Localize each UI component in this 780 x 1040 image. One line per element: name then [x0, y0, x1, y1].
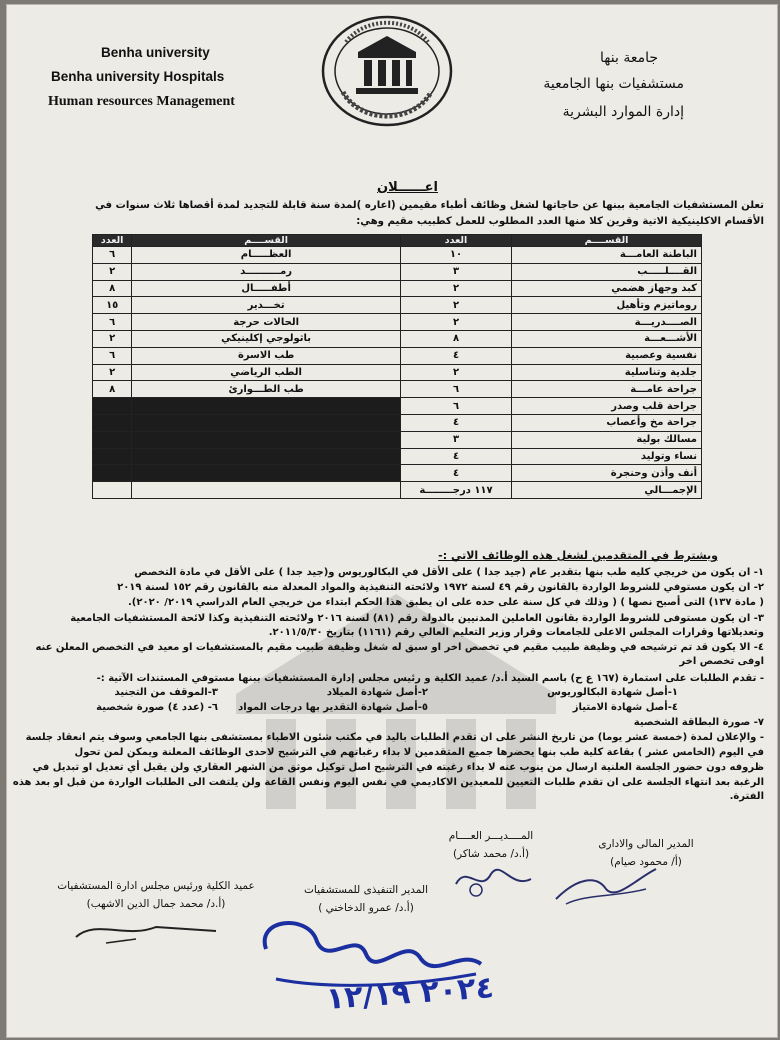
- table-cell-dept-a: نفسية وعصبية: [512, 347, 702, 364]
- requirement-line: ( مادة ١٣٧) التى أصبح نصها ) ( وذلك في كل سنة على حده على ان يطبق هذا الحكم ابتداء من خريجي العام الدراسي ٢٠١٩/ ٢٠٢٠).: [128, 597, 764, 608]
- requirement-line: ٤-أصل شهادة الامتياز: [572, 702, 678, 713]
- table-cell-dept-a: جلدية وتناسلية: [512, 364, 702, 381]
- table-cell-dept-b: [132, 431, 401, 448]
- table-cell-dept-b: [132, 482, 401, 499]
- table-cell-dept-a: الإجمـــالي: [512, 482, 702, 499]
- table-cell-dept-b: طب الطـــوارئ: [132, 381, 401, 398]
- table-cell-count-b: ١٥: [93, 297, 132, 314]
- header-ar-line-1: جامعة بنها: [600, 50, 658, 66]
- handwritten-signature-financial: [546, 859, 666, 909]
- table-cell-dept-a: أنف وأذن وحنجرة: [512, 465, 702, 482]
- handwritten-signature-general: [446, 854, 546, 904]
- signature-financial-name: (أ/ محمود صيام): [610, 856, 682, 868]
- table-cell-count-b: ٦: [93, 247, 132, 264]
- signature-exec-title: المدير التنفيذى للمستشفيات: [304, 884, 428, 896]
- requirement-line: ٦- (عدد ٤) صورة شخصية: [96, 702, 218, 713]
- table-cell-dept-a: جراحة عامـــة: [512, 381, 702, 398]
- table-cell-dept-a: الأشـــعـــة: [512, 330, 702, 347]
- header-en-line-2: Benha university Hospitals: [51, 69, 225, 84]
- requirement-line: الفترة.: [729, 791, 764, 802]
- table-body: [93, 247, 702, 499]
- handwritten-signature-dean: [66, 909, 226, 949]
- table-cell-count-a: ٦: [400, 381, 511, 398]
- table-cell-count-a: ٢: [400, 280, 511, 297]
- table-cell-dept-b: أطفـــــال: [132, 280, 401, 297]
- table-cell-dept-a: جراحة مخ وأعصاب: [512, 414, 702, 431]
- header-ar-line-3: إدارة الموارد البشرية: [562, 104, 684, 120]
- table-row: [93, 364, 702, 381]
- table-row: [93, 247, 702, 264]
- table-cell-count-a: ٨: [400, 330, 511, 347]
- requirement-line: ٢- ان يكون مستوفي للشروط الواردة بالقانون رقم ٤٩ لسنة ١٩٧٢ ولائحته التنفيذية والمواد المعدلة منه بالقانون رقم ١٥٢ لسنة ٢٠١٩: [117, 582, 764, 593]
- table-cell-count-a: ٢: [400, 297, 511, 314]
- table-cell-dept-a: جراحة قلب وصدر: [512, 398, 702, 415]
- table-cell-count-a: ٦: [400, 398, 511, 415]
- table-cell-count-a: ٢: [400, 314, 511, 331]
- table-cell-count-a: ٤: [400, 465, 511, 482]
- table-cell-count-b: [93, 414, 132, 431]
- table-cell-dept-a: مسالك بولية: [512, 431, 702, 448]
- table-cell-dept-b: الحالات حرجة: [132, 314, 401, 331]
- header-ar-line-2: مستشفيات بنها الجامعية: [543, 76, 684, 92]
- table-cell-count-a: ٢: [400, 364, 511, 381]
- signature-general-name: (أ.د/ محمد شاكر): [452, 848, 530, 860]
- table-cell-dept-a: كبد وجهاز هضمي: [512, 280, 702, 297]
- table-row: [93, 330, 702, 347]
- table-cell-dept-b: باثولوجي إكلينيكي: [132, 330, 401, 347]
- table-cell-dept-b: [132, 448, 401, 465]
- table-cell-count-b: ٨: [93, 280, 132, 297]
- table-cell-dept-b: [132, 465, 401, 482]
- table-row: [93, 431, 702, 448]
- requirement-line: وتعديلاتها وقرارات المجلس الاعلى للجامعات وقرار وزير التعليم العالي رقم (١١٦١) بتاريخ ٢٠١١/٥/٣٠.: [268, 627, 764, 638]
- header-count-a: العدد: [400, 235, 511, 247]
- table-cell-dept-b: تخـــدير: [132, 297, 401, 314]
- requirement-line: ٢-أصل شهادة الميلاد: [326, 687, 428, 698]
- table-row: [93, 381, 702, 398]
- table-cell-count-a: ١١٧ درجــــــــة: [400, 482, 511, 499]
- departments-table: [92, 234, 702, 499]
- intro-line-2: الأقسام الاكلينيكية الاتية وقرين كلا منها العدد المطلوب للعمل كطبيب مقيم وهي:: [356, 216, 764, 227]
- table-cell-count-b: [93, 398, 132, 415]
- requirement-line: ظروفه دون حضور الجلسة العلنية ارسال من ينوب عنه لا بداء رغبته في الترشيح اصل توكيل موثق من الشهر العقاري ولن يقبل أي تعديل او تبديل في: [32, 762, 764, 773]
- table-cell-dept-b: طب الاسرة: [132, 347, 401, 364]
- table-cell-count-a: ٣: [400, 263, 511, 280]
- table-cell-count-a: ٤: [400, 347, 511, 364]
- requirement-line: ٥-أصل شهادة التقدير بها درجات المواد: [238, 702, 428, 713]
- table-cell-dept-a: الباطنة العامـــة: [512, 247, 702, 264]
- table-cell-count-b: [93, 448, 132, 465]
- requirement-line: اوفى تخصص اخر: [679, 656, 764, 667]
- table-row: [93, 280, 702, 297]
- table-row: [93, 263, 702, 280]
- table-cell-dept-b: الطب الرياضي: [132, 364, 401, 381]
- requirement-line: ٣-الموقف من التجنيد: [114, 687, 218, 698]
- document-page: [6, 4, 778, 1038]
- requirement-line: الرغبة بعد انتهاء الجلسة على ان تقدم طلبات التعيين للمعيدين الاكاديمي في نفس اليوم ونفس القاعة ولن يلتفت الى الطلبات الواردة من قبل او بعد هذه: [12, 777, 764, 788]
- table-cell-dept-b: [132, 414, 401, 431]
- announcement-title: اعــــــلان: [377, 180, 438, 195]
- requirement-line: ١-أصل شهادة البكالوريوس: [547, 687, 678, 698]
- table-cell-dept-b: العظـــــام: [132, 247, 401, 264]
- hospital-seal-logo: [318, 12, 456, 130]
- requirements-title: ويشترط في المتقدمين لشغل هذه الوظائف الاتي :-: [438, 549, 718, 562]
- table-cell-count-a: ٤: [400, 448, 511, 465]
- table-row: [93, 314, 702, 331]
- table-cell-count-a: ٤: [400, 414, 511, 431]
- table-cell-count-b: [93, 465, 132, 482]
- header-dept-b: القســــم: [132, 235, 401, 247]
- requirement-line: ٧- صورة البطاقة الشخصية: [633, 717, 764, 728]
- table-row: [93, 465, 702, 482]
- table-cell-count-b: ٨: [93, 381, 132, 398]
- signature-dean-name: (أ.د/ محمد جمال الدين الاشهب): [86, 898, 226, 910]
- table-cell-count-b: ٦: [93, 314, 132, 331]
- requirement-line: - تقدم الطلبات على استمارة (١٦٧ ع ح) باسم السيد أ.د/ عميد الكلية و رئيس مجلس إدارة المستشفيات ببنها مستوفي المستندات الآتية :-: [96, 673, 764, 684]
- table-cell-dept-a: نساء وتوليد: [512, 448, 702, 465]
- requirement-line: في اليوم (الخامس عشر ) بقاعة كلية طب بنها يحضرها جميع المتقدمين لا بداء رغباتهم في الترشيح لاحدى الوظائف المعلنة ويمكن لمن تحول: [74, 747, 764, 758]
- table-row: [93, 414, 702, 431]
- table-cell-dept-a: الصــــدريـــة: [512, 314, 702, 331]
- signature-financial-title: المدير المالى والادارى: [598, 838, 694, 850]
- table-row: [93, 398, 702, 415]
- table-cell-count-b: ٢: [93, 330, 132, 347]
- table-cell-dept-b: [132, 398, 401, 415]
- table-cell-count-b: ٢: [93, 263, 132, 280]
- table-row: [93, 448, 702, 465]
- requirement-line: ٣- ان يكون مستوفى للشروط الواردة بقانون العاملين المدنيين بالدولة رقم (٨١) لسنة ٢٠١٦ ولائحته التنفيذية وكذا لائحة المستشفيات الجامعية: [70, 613, 764, 624]
- requirement-line: ٤- الا يكون قد تم ترشيحه في وظيفة طبيب مقيم في تخصص اخر او سبق له شغل وظيفة طبيب مقيم بالمستشفيات او معيد في التخصص المعلن عنه: [35, 642, 764, 653]
- header-en-line-1: Benha university: [101, 45, 210, 60]
- requirement-line: - والإعلان لمدة (خمسة عشر يوما) من تاريخ النشر على ان تقدم الطلبات باليد في مكتب شئون الاطباء بمستشفى بنها الجامعي وسوف يتم انعقاد جلسة: [25, 732, 764, 743]
- table-row: [93, 482, 702, 499]
- intro-line-1: تعلن المستشفيات الجامعية ببنها عن حاجاتها لشغل وظائف أطباء مقيمين (اعاره )لمدة سنة قابلة للتجديد لمدة أقصاها ثلاث سنوات في: [95, 200, 764, 211]
- signature-exec-name: (أ.د/ عمرو الدخاخني ): [318, 902, 414, 914]
- table-cell-count-b: [93, 431, 132, 448]
- signature-general-title: المــــديـــر العــــام: [448, 830, 534, 842]
- table-cell-count-a: ٣: [400, 431, 511, 448]
- handwritten-date: ٢٠٢٤ ١٢/١٩: [324, 970, 495, 1017]
- table-cell-count-b: ٢: [93, 364, 132, 381]
- signature-dean-title: عميد الكلية ورئيس مجلس ادارة المستشفيات: [57, 880, 255, 892]
- table-cell-dept-a: القــــلـــــب: [512, 263, 702, 280]
- requirement-line: ١- ان يكون من خريجي كليه طب بنها بتقدير عام (جيد جدا ) على الأقل في البكالوريوس و(جيد جدا ) على الأقل في مادة التخصص: [134, 567, 764, 578]
- table-cell-count-b: ٦: [93, 347, 132, 364]
- table-header-row: [93, 235, 702, 247]
- table-cell-count-a: ١٠: [400, 247, 511, 264]
- header-dept-a: القســــم: [512, 235, 702, 247]
- table-cell-count-b: [93, 482, 132, 499]
- header-en-line-3: Human resources Management: [48, 94, 235, 109]
- table-cell-dept-a: روماتيزم وتأهيل: [512, 297, 702, 314]
- table-row: [93, 347, 702, 364]
- table-row: [93, 297, 702, 314]
- header-count-b: العدد: [93, 235, 132, 247]
- table-cell-dept-b: رمــــــــــد: [132, 263, 401, 280]
